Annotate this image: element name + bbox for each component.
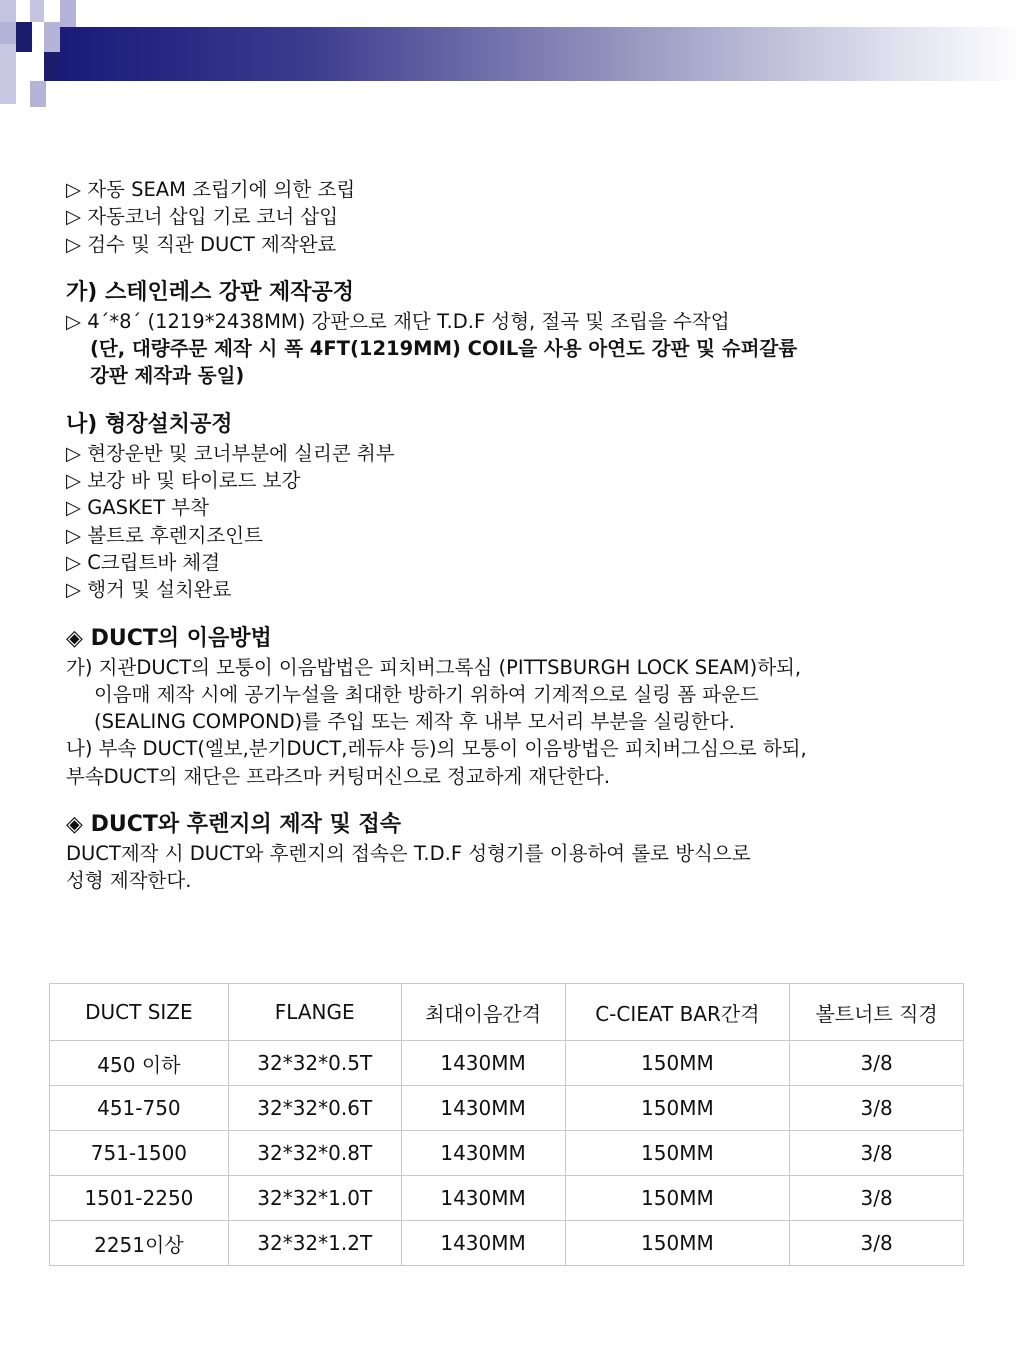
duct-spec-table <box>49 983 964 1266</box>
table-cell: 32*32*0.5T <box>228 1041 401 1086</box>
header-square-dark <box>44 52 60 81</box>
table-cell: 150MM <box>565 1041 790 1086</box>
table-cell: 1430MM <box>401 1086 565 1131</box>
header-square-light <box>0 22 16 44</box>
table-row <box>50 1041 964 1086</box>
table-row <box>50 1086 964 1131</box>
table-row <box>50 1221 964 1266</box>
step-line: ▷ 자동코너 삽입 기로 코너 삽입 <box>66 205 339 229</box>
step-line: ▷ C크립트바 체결 <box>66 550 221 574</box>
table-cell: 751-1500 <box>50 1131 229 1176</box>
step-line: ▷ GASKET 부착 <box>66 496 209 520</box>
table-cell: 1501-2250 <box>50 1176 229 1221</box>
step-line: ▷ 현장운반 및 코너부분에 실리콘 취부 <box>66 441 395 465</box>
column-header: C-CIEAT BAR간격 <box>565 984 790 1041</box>
table-cell: 3/8 <box>790 1041 964 1086</box>
table-cell: 1430MM <box>401 1176 565 1221</box>
section-title-installation: 나) 형장설치공정 <box>66 411 233 437</box>
table-cell: 451-750 <box>50 1086 229 1131</box>
step-line: ▷ 행거 및 설치완료 <box>66 578 232 602</box>
paragraph-line: 나) 부속 DUCT(엘보,분기DUCT,레듀샤 등)의 모퉁이 이음방법은 피치버그심으로 하되, <box>66 737 807 761</box>
header-square-light <box>30 0 44 22</box>
table-cell: 2251이상 <box>50 1221 229 1266</box>
section-title-stainless: 가) 스테인레스 강판 제작공정 <box>66 279 355 305</box>
header-square-dark <box>16 22 32 52</box>
section-title-flange: ◈ DUCT와 후렌지의 제작 및 접속 <box>66 812 402 838</box>
table-cell: 32*32*1.0T <box>228 1176 401 1221</box>
note-line: 강판 제작과 동일) <box>90 364 245 388</box>
header-gradient-banner <box>60 27 1024 81</box>
paragraph-line: 이음매 제작 시에 공기누설을 최대한 방하기 위하여 기계적으로 실링 폼 파운드 <box>94 682 759 706</box>
step-line: ▷ 볼트로 후렌지조인트 <box>66 523 263 547</box>
document-body <box>66 176 966 895</box>
column-header: FLANGE <box>228 984 401 1041</box>
table-cell: 150MM <box>565 1086 790 1131</box>
step-line: ▷ 검수 및 직관 DUCT 제작완료 <box>66 232 337 256</box>
table-cell: 32*32*0.8T <box>228 1131 401 1176</box>
note-line: (단, 대량주문 제작 시 폭 4FT(1219MM) COIL을 사용 아연도 강판 및 슈퍼갈륨 <box>90 337 798 361</box>
column-header: 최대이음간격 <box>401 984 565 1041</box>
header-square-light <box>0 44 16 104</box>
step-line: ▷ 자동 SEAM 조립기에 의한 조립 <box>66 178 356 201</box>
header-square-light <box>60 0 76 27</box>
table-row <box>50 1131 964 1176</box>
header-square-light <box>0 0 16 22</box>
table-cell: 1430MM <box>401 1041 565 1086</box>
paragraph-line: 가) 지관DUCT의 모퉁이 이음밥법은 피치버그록심 (PITTSBURGH LOCK SEAM)하되, <box>66 655 802 679</box>
table-cell: 150MM <box>565 1221 790 1266</box>
table-cell: 32*32*0.6T <box>228 1086 401 1131</box>
paragraph-line: 부속DUCT의 재단은 프라즈마 커팅머신으로 정교하게 재단한다. <box>66 764 611 788</box>
table-cell: 150MM <box>565 1131 790 1176</box>
paragraph-line: DUCT제작 시 DUCT와 후렌지의 접속은 T.D.F 성형기를 이용하여 롤로 방식으로 <box>66 842 751 866</box>
paragraph-line: 성형 제작한다. <box>66 869 192 893</box>
table-cell: 1430MM <box>401 1221 565 1266</box>
table-cell: 3/8 <box>790 1176 964 1221</box>
header-square-light <box>30 81 46 107</box>
table-cell: 3/8 <box>790 1086 964 1131</box>
table-cell: 450 이하 <box>50 1041 229 1086</box>
table-cell: 3/8 <box>790 1131 964 1176</box>
table-cell: 150MM <box>565 1176 790 1221</box>
column-header: DUCT SIZE <box>50 984 229 1041</box>
table-cell: 3/8 <box>790 1221 964 1266</box>
table-cell: 32*32*1.2T <box>228 1221 401 1266</box>
table-row <box>50 1176 964 1221</box>
section-title-joint-method: ◈ DUCT의 이음방법 <box>66 625 272 651</box>
table-header-row <box>50 984 964 1041</box>
paragraph-line: (SEALING COMPOND)를 주입 또는 제작 후 내부 모서리 부분을 실링한다. <box>94 710 735 734</box>
step-line: ▷ 보강 바 및 타이로드 보강 <box>66 469 301 493</box>
header-square-light <box>44 22 60 52</box>
step-line: ▷ 4´*8´ (1219*2438MM) 강판으로 재단 T.D.F 성형, 절곡 및 조립을 수작업 <box>66 309 730 333</box>
column-header: 볼트너트 직경 <box>790 984 964 1041</box>
table-cell: 1430MM <box>401 1131 565 1176</box>
